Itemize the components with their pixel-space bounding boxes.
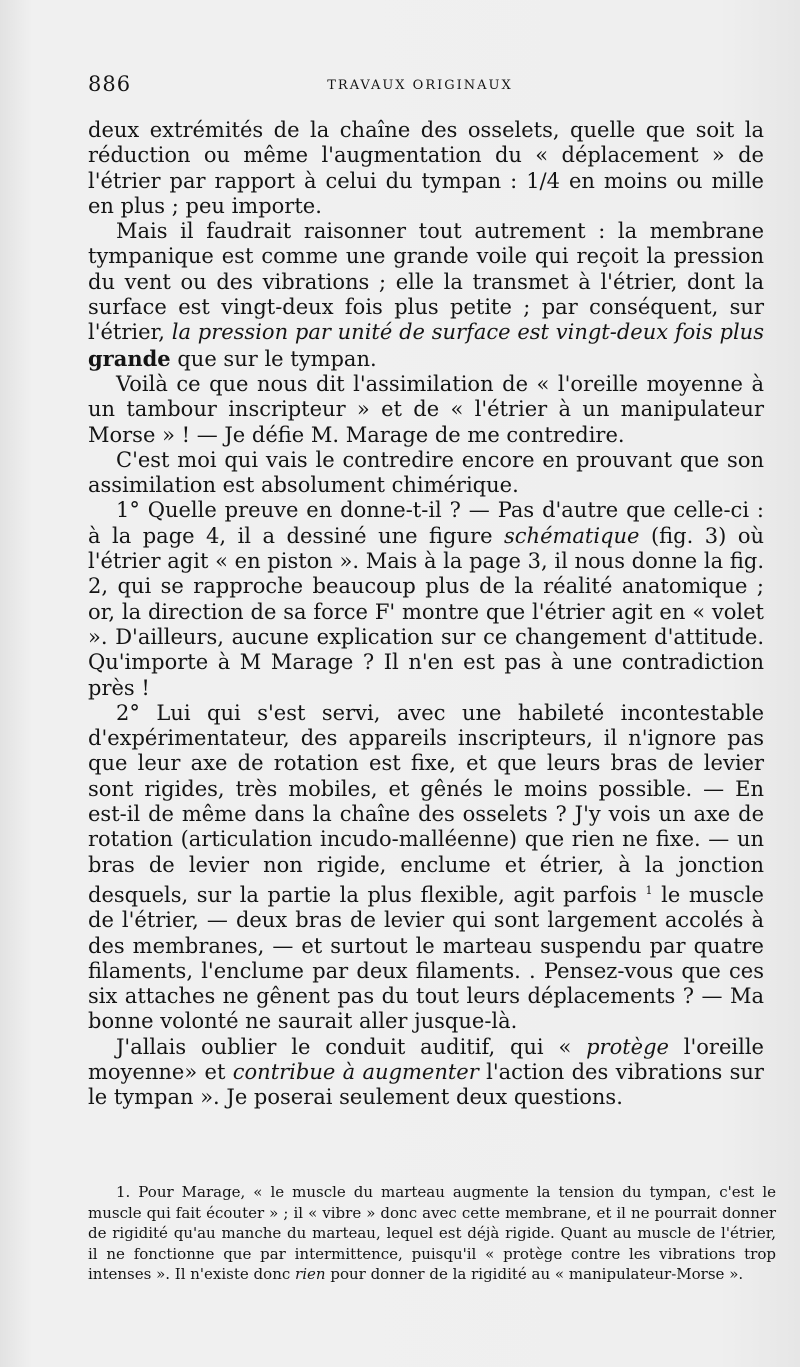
emphasis-text: protège — [586, 1034, 669, 1059]
paragraph-6-text: 2° Lui qui s'est servi, avec une habileté incontestable d'expérimentateur, des appareils inscripteurs, il n'ignore pas que leur axe de rotation est fixe, et que leurs bras de levier sont rigides, très mobiles, et gênés le moins possible. — En est-il de même dans la chaîne des osselets ? J'y vois un axe de rotation (articulation incudo-malléenne) que rien ne fixe. — un bras de levier non rigide, enclume et étrier, à la jonction desquels, sur la partie la plus flexible, agit parfois — [88, 700, 764, 907]
bold-text: grande — [88, 345, 171, 371]
paragraph-2 — [88, 219, 764, 372]
footnote-marker: 1 — [645, 883, 653, 897]
paragraph-6-end: le muscle de l'étrier, — deux bras de levier qui sont largement accolés à des membranes, — et surtout le marteau suspendu par quatre filaments, l'enclume par deux filaments. . Pensez-vous que ces six attaches ne gênent pas du tout leurs déplacements ? — Ma bonne volonté ne saurait aller jusque-là. — [88, 882, 764, 1034]
running-title: TRAVAUX ORIGINAUX — [327, 78, 513, 93]
footnote — [88, 1182, 776, 1285]
paragraph-2-text: Mais il faudrait raisonner tout autrement : la membrane tympanique est comme une grande voile qui reçoit la pression du vent ou des vibrations ; elle la transmet à l'étrier, dont la surface est vingt-deux fois plus petite ; par conséquent, sur l'étrier, — [88, 219, 764, 345]
page-number: 886 — [88, 72, 132, 96]
paragraph-5-end: (fig. 3) où l'étrier agit « en piston ». Mais à la page 3, il nous donne la fig. 2, qui se rapproche beaucoup plus de la réalité anatomique ; or, la direction de sa force F' montre que l'étrier agit en « volet ». D'ailleurs, aucune explication sur ce changement d'attitude. Qu'importe à M Marage ? Il n'en est pas à une contradiction près ! — [88, 523, 764, 700]
paragraph-5-text: 1° Quelle preuve en donne-t-il ? — Pas d'autre que celle-ci : à la page 4, il a dessiné une figure — [88, 498, 764, 548]
paragraph-7-end: l'action des vibrations sur le tympan ». Je poserai seulement deux questions. — [88, 1059, 764, 1110]
paragraph-6 — [88, 701, 764, 1035]
paragraph-7-text: J'allais oublier le conduit auditif, qui « — [116, 1034, 572, 1059]
emphasis-text: contribue à augmenter — [232, 1059, 479, 1084]
footnote-1 — [88, 1182, 776, 1285]
footnote-text: 1. Pour Marage, « le muscle du marteau augmente la tension du tympan, c'est le muscle qui fait écouter » ; il « vibre » donc avec cette membrane, et il ne pourrait donner de rigidité qu'au manche du marteau, lequel est déjà rigide. Quant au muscle de l'étrier, il ne fonctionne que par intermittence, puisqu'il « protège contre les vibrations trop intenses ». Il n'existe donc — [88, 1183, 776, 1283]
paragraph-7-mid: l'oreille moyenne» et — [88, 1034, 764, 1084]
paragraph-2-end: que sur le tympan. — [177, 346, 377, 371]
paragraph-1: deux extrémités de la chaîne des osselets, quelle que soit la réduction ou même l'augmentation du « déplacement » de l'étrier par rapport à celui du tympan : 1/4 en moins ou mille en plus ; peu importe. — [88, 118, 764, 218]
paragraph-4: C'est moi qui vais le contredire encore en prouvant que son assimilation est absolument chimérique. — [88, 447, 764, 498]
paragraph-3: Voilà ce que nous dit l'assimilation de « l'oreille moyenne à un tambour inscripteur » et de « l'étrier à un manipulateur Morse » ! — Je défie M. Marage de me contredire. — [88, 371, 764, 447]
emphasis-text: rien — [295, 1265, 326, 1283]
paragraph-7 — [88, 1035, 764, 1111]
emphasis-text: schématique — [504, 523, 640, 548]
paragraph-5 — [88, 498, 764, 700]
footnote-end: pour donner de la rigidité au « manipulateur-Morse ». — [330, 1265, 744, 1283]
emphasis-text: la pression par unité de surface est vingt-deux fois plus — [171, 320, 764, 345]
main-text — [88, 118, 764, 1111]
